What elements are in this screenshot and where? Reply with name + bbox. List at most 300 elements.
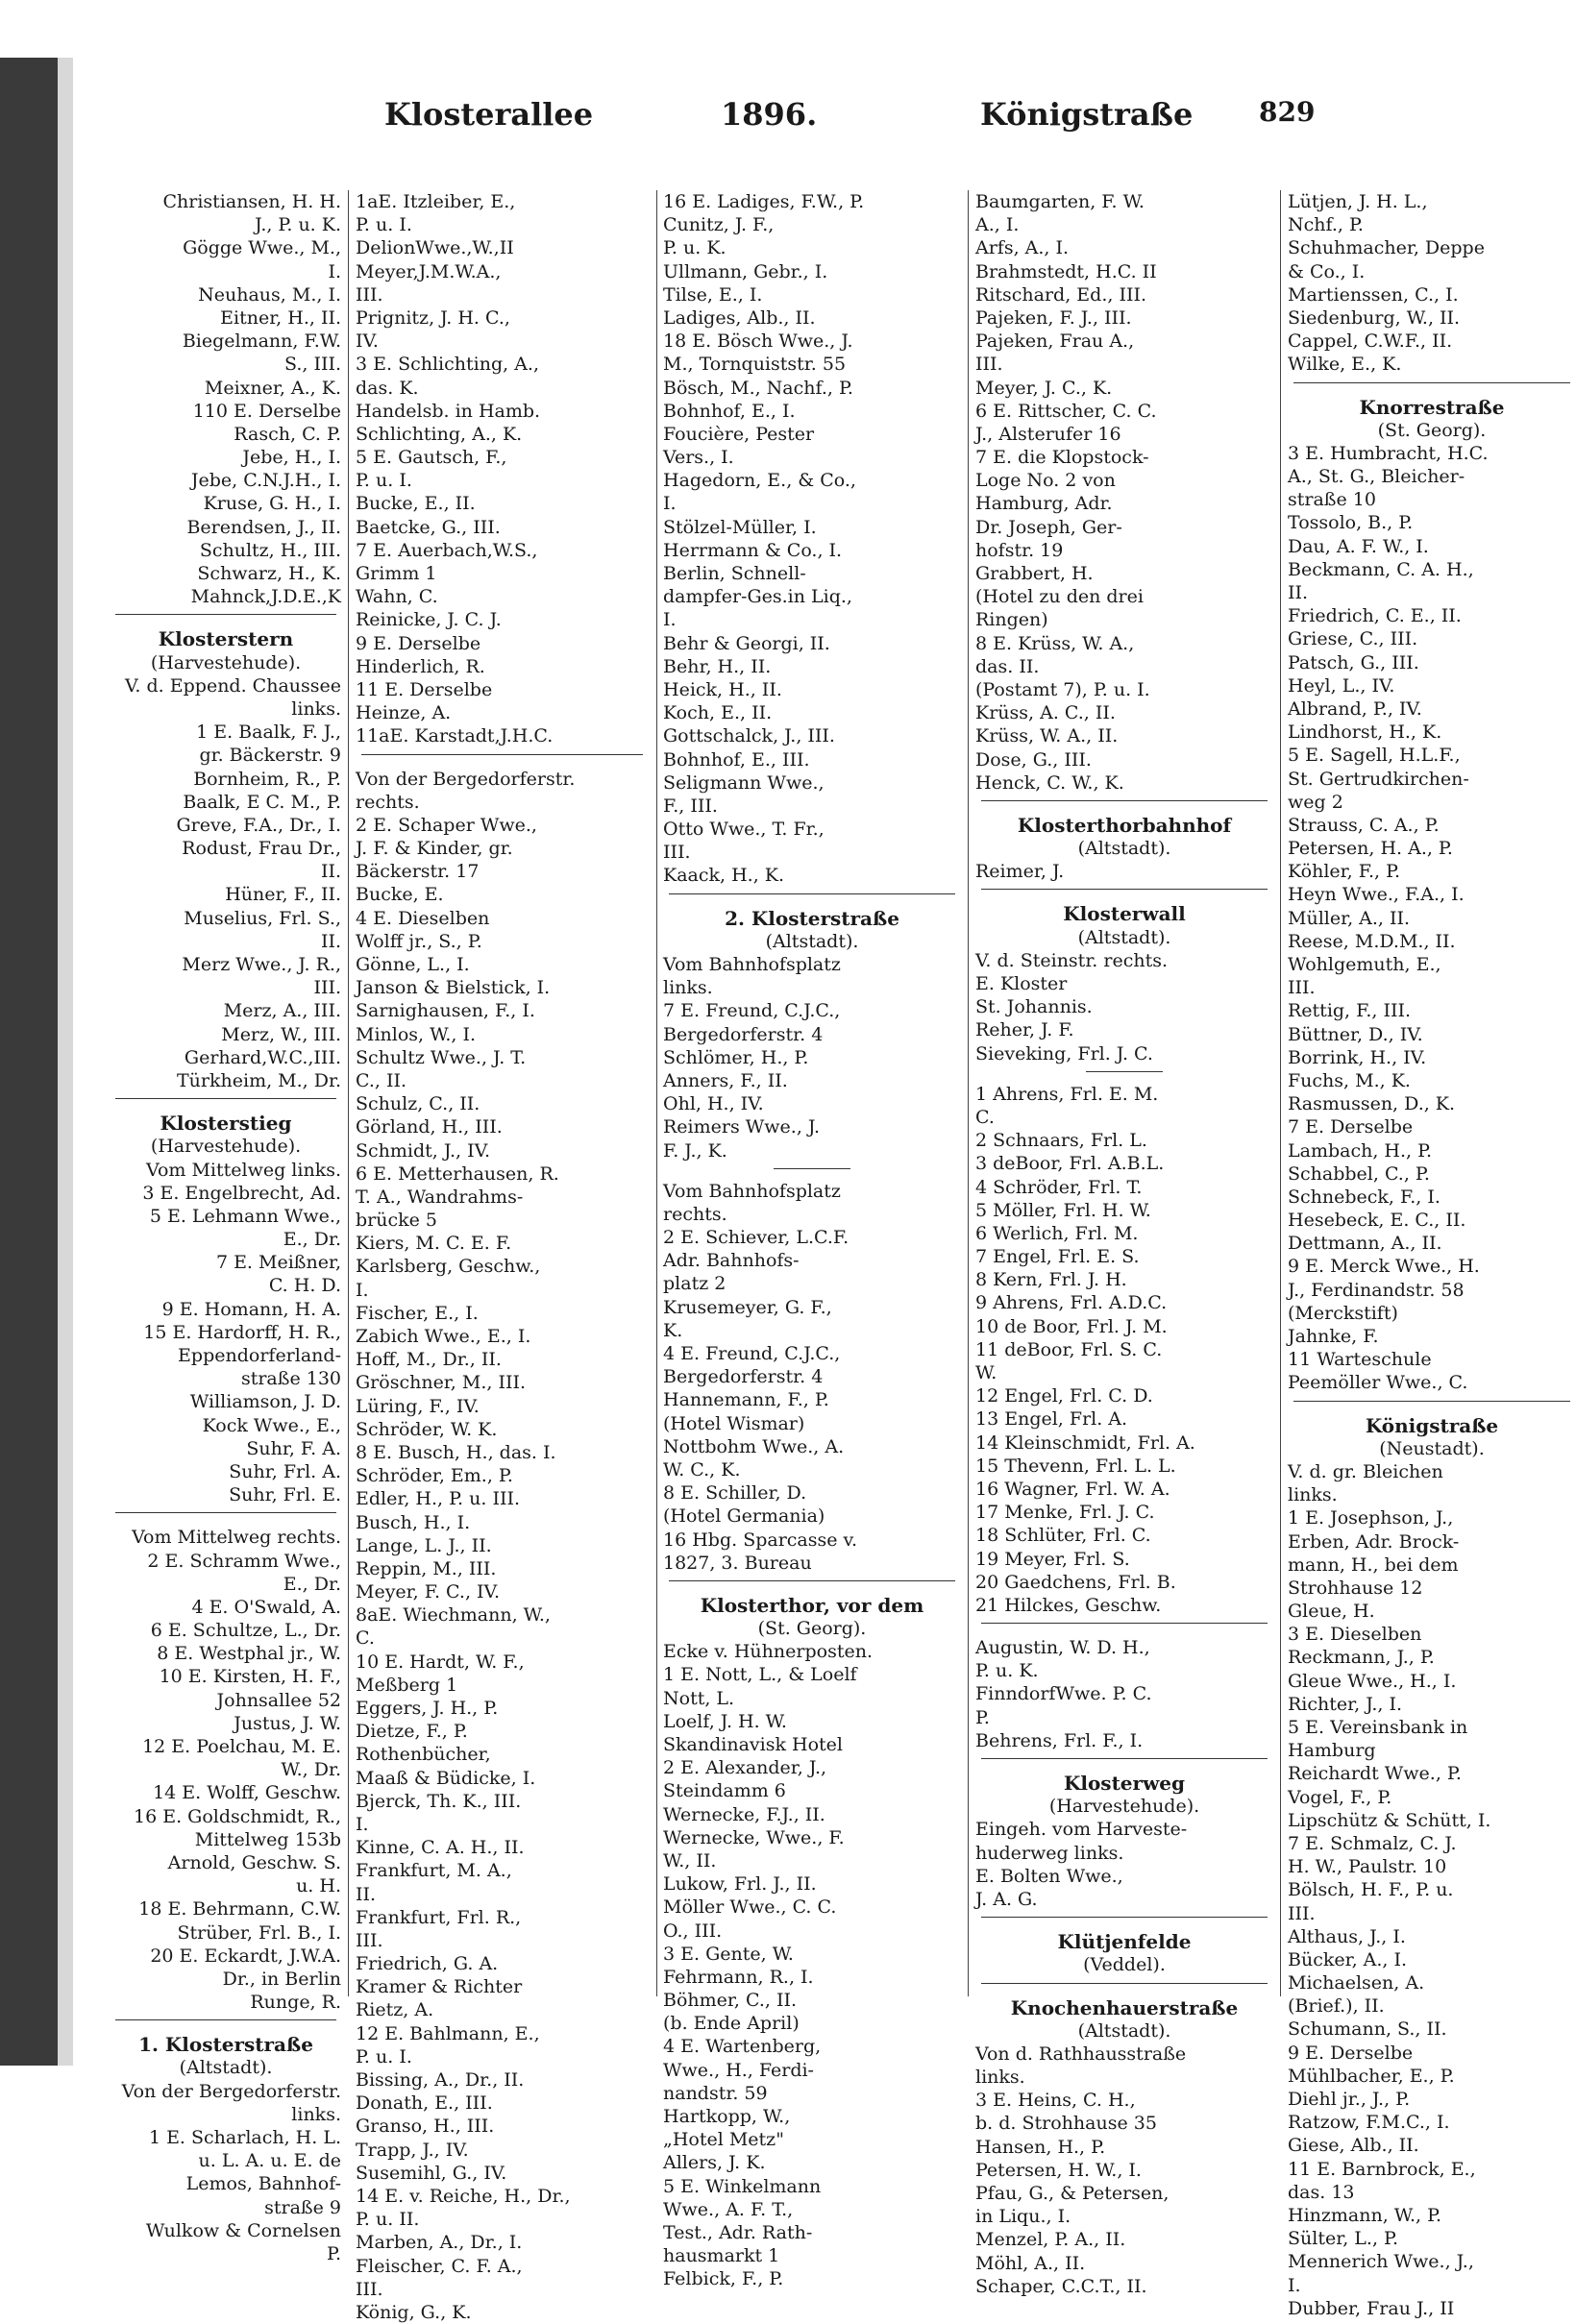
directory-entry: 11 E. Barnbrock, E.,: [1288, 2158, 1476, 2180]
directory-entry: Friedrich, G. A.: [356, 1953, 499, 1975]
directory-entry: (Postamt 7), P. u. I.: [975, 678, 1150, 700]
directory-entry: (Hotel Wismar): [663, 1412, 805, 1434]
directory-entry: Lemos, Bahnhof-: [185, 2173, 341, 2195]
directory-entry: P. u. II.: [356, 2209, 420, 2231]
column-5: [1288, 190, 1576, 2319]
street-heading: Knochenhauerstraße: [1010, 1995, 1239, 2019]
district-label: (Neustadt).: [1379, 1437, 1485, 1459]
directory-entry: Petersen, H. A., P.: [1288, 838, 1453, 860]
directory-entry: Böhmer, C., II.: [663, 1990, 798, 2012]
directory-entry: Wwe., H., Ferdi-: [663, 2059, 814, 2081]
directory-entry: 18 E. Behrmann, C.W.: [138, 1898, 341, 1920]
directory-entry: Mahnck,J.D.E.,K: [190, 586, 341, 608]
short-rule: [975, 1071, 1273, 1083]
directory-entry: Heinze, A.: [356, 702, 452, 724]
directory-entry: Brahmstedt, H.C. II: [975, 260, 1157, 282]
directory-entry: Kruse, G. H., I.: [203, 493, 341, 515]
street-heading: Königstraße: [1365, 1413, 1499, 1437]
page-number: 829: [1259, 96, 1316, 128]
directory-entry: Ringen): [975, 609, 1048, 631]
directory-entry: S., III.: [283, 354, 341, 376]
directory-entry: u. H.: [296, 1875, 341, 1897]
directory-entry: (b. Ende April): [663, 2013, 800, 2035]
directory-entry: Vom Mittelweg links.: [146, 1159, 341, 1181]
directory-entry: 7 E. Freund, C.J.C.,: [663, 1000, 841, 1022]
directory-entry: b. d. Strohhause 35: [975, 2113, 1157, 2135]
directory-entry: hausmarkt 1: [663, 2245, 780, 2267]
section-separator: [975, 1983, 1273, 1996]
directory-entry: Anners, F., II.: [663, 1069, 788, 1091]
directory-entry: Frankfurt, M. A.,: [356, 1860, 512, 1882]
directory-entry: 1 E. Josephson, J.,: [1288, 1507, 1454, 1529]
directory-entry: Susemihl, G., IV.: [356, 2162, 507, 2184]
directory-entry: Baetcke, G., III.: [356, 516, 501, 538]
directory-entry: 9 E. Merck Wwe., H.: [1288, 1256, 1480, 1278]
directory-entry: 16 E. Ladiges, F.W., P.: [663, 191, 865, 212]
binding-edge-light: [58, 58, 73, 2066]
directory-entry: I.: [356, 1813, 369, 1835]
directory-entry: das. K.: [356, 377, 419, 399]
directory-entry: Kock Wwe., E.,: [202, 1414, 341, 1436]
directory-entry: 16 Hbg. Sparcasse v.: [663, 1529, 858, 1551]
directory-entry: I.: [356, 1279, 369, 1301]
directory-entry: 3 E. Dieselben: [1288, 1624, 1422, 1646]
directory-entry: Giese, Alb., II.: [1288, 2135, 1419, 2157]
section-separator: [111, 1098, 341, 1112]
directory-entry: F. J., K.: [663, 1139, 727, 1162]
directory-entry: Bissing, A., Dr., II.: [356, 2069, 525, 2091]
directory-entry: das. 13: [1288, 2181, 1355, 2203]
directory-entry: Ritschard, Ed., III.: [975, 283, 1147, 306]
directory-entry: Prignitz, J. H. C.,: [356, 306, 510, 329]
directory-entry: Johnsallee 52: [216, 1689, 341, 1711]
directory-entry: Marben, A., Dr., I.: [356, 2232, 523, 2254]
directory-entry: Görland, H., III.: [356, 1116, 503, 1138]
directory-entry: Nott, L.: [663, 1687, 735, 1709]
directory-entry: 5 E. Lehmann Wwe.,: [149, 1205, 341, 1227]
directory-entry: Hartkopp, W.,: [663, 2106, 791, 2127]
directory-entry: (Hotel zu den drei: [975, 586, 1144, 608]
directory-entry: Bucke, E., II.: [356, 493, 476, 515]
directory-entry: Gleue, H.: [1288, 1601, 1375, 1623]
directory-entry: Gröschner, M., III.: [356, 1372, 527, 1394]
directory-entry: Bäckerstr. 17: [356, 861, 480, 883]
directory-entry: 1 E. Nott, L., & Loelf: [663, 1664, 857, 1686]
directory-entry: Heyn Wwe., F.A., I.: [1288, 884, 1465, 906]
street-heading: 1. Klosterstraße: [138, 2033, 313, 2057]
directory-entry: 2 E. Schaper Wwe.,: [356, 814, 537, 836]
directory-entry: 11 Warteschule: [1288, 1349, 1432, 1371]
directory-entry: Grimm 1: [356, 563, 437, 584]
directory-entry: 8 E. Westphal jr., W.: [157, 1643, 341, 1665]
directory-entry: IV.: [356, 330, 379, 353]
directory-entry: 14 E. Wolff, Geschw.: [153, 1782, 341, 1804]
directory-entry: Bohnhof, E., III.: [663, 748, 810, 771]
directory-entry: Bornheim, R., P.: [193, 768, 341, 790]
section-separator: [111, 614, 341, 627]
directory-entry: Strüber, Frl. B., I.: [177, 1921, 341, 1944]
directory-entry: Dau, A. F. W., I.: [1288, 535, 1429, 557]
section-separator: [1288, 1401, 1576, 1414]
directory-page: [106, 58, 1509, 2323]
directory-entry: Christiansen, H. H.: [162, 191, 341, 212]
directory-entry: 21 Hilckes, Geschw.: [975, 1594, 1162, 1616]
directory-entry: 12 E. Bahlmann, E.,: [356, 2022, 540, 2044]
directory-entry: links.: [975, 2067, 1025, 2089]
directory-entry: Schröder, Em., P.: [356, 1465, 513, 1487]
section-separator: [663, 893, 961, 907]
directory-entry: Gönne, L., I.: [356, 954, 470, 975]
directory-entry: Lange, L. J., II.: [356, 1534, 492, 1556]
directory-entry: Vom Mittelweg rechts.: [132, 1527, 341, 1549]
directory-entry: Pajeken, Frau A.,: [975, 330, 1135, 353]
directory-entry: Merz, W., III.: [221, 1023, 341, 1045]
directory-entry: 1aE. Itzleiber, E.,: [356, 191, 516, 212]
column-1: [111, 190, 341, 2264]
district-label: (Altstadt).: [179, 2057, 273, 2079]
directory-entry: Schaper, C.C.T., II.: [975, 2275, 1147, 2297]
directory-entry: Schnebeck, F., I.: [1288, 1186, 1441, 1208]
directory-entry: F., III.: [663, 795, 718, 817]
directory-entry: 3 E. Humbracht, H.C.: [1288, 442, 1489, 464]
directory-entry: P.: [975, 1706, 990, 1728]
directory-entry: Allers, J. K.: [663, 2152, 766, 2174]
directory-entry: Ladiges, Alb., II.: [663, 306, 816, 329]
directory-entry: Arfs, A., I.: [975, 237, 1070, 259]
directory-entry: Stölzel-Müller, I.: [663, 516, 817, 538]
directory-entry: Bergedorferstr. 4: [663, 1023, 824, 1045]
directory-entry: Arnold, Geschw. S.: [167, 1851, 341, 1873]
directory-entry: 9 E. Derselbe: [1288, 2042, 1414, 2064]
directory-entry: Reher, J. F.: [975, 1019, 1074, 1041]
directory-entry: huderweg links.: [975, 1842, 1124, 1864]
section-separator: [975, 889, 1273, 902]
directory-entry: straße 9: [264, 2196, 341, 2218]
directory-entry: P. u. K.: [975, 1660, 1039, 1682]
directory-entry: Althaus, J., I.: [1288, 1925, 1406, 1947]
directory-entry: Donath, E., III.: [356, 2092, 493, 2115]
directory-entry: 19 Meyer, Frl. S.: [975, 1548, 1130, 1570]
directory-entry: O., III.: [663, 1920, 723, 1942]
directory-entry: Richter, J., I.: [1288, 1693, 1403, 1715]
directory-entry: straße 130: [240, 1368, 341, 1390]
directory-entry: Bucke, E.: [356, 884, 444, 906]
directory-entry: 2 E. Schramm Wwe.,: [147, 1550, 341, 1572]
directory-entry: Reckmann, J., P.: [1288, 1647, 1435, 1669]
directory-entry: Sarnighausen, F., I.: [356, 1000, 535, 1022]
directory-entry: P. u. I.: [356, 2045, 412, 2067]
directory-entry: Bücker, A., I.: [1288, 1948, 1408, 1970]
short-rule: [663, 1168, 961, 1180]
directory-entry: Frankfurt, Frl. R.,: [356, 1906, 522, 1928]
street-heading: Klosterwall: [1063, 902, 1186, 926]
directory-entry: Loelf, J. H. W.: [663, 1710, 787, 1732]
directory-entry: Bölsch, H. F., P. u.: [1288, 1879, 1454, 1901]
directory-entry: 1 Ahrens, Frl. E. M.: [975, 1083, 1159, 1105]
directory-entry: Beckmann, C. A. H.,: [1288, 558, 1474, 580]
directory-entry: 15 E. Hardorff, H. R.,: [143, 1321, 341, 1343]
directory-entry: in Liqu., I.: [975, 2206, 1071, 2228]
directory-entry: 7 E. Derselbe: [1288, 1116, 1414, 1138]
street-heading: Knorrestraße: [1359, 395, 1505, 419]
directory-entry: H. W., Paulstr. 10: [1288, 1856, 1447, 1878]
directory-entry: I.: [328, 260, 341, 282]
directory-entry: Erben, Adr. Brock-: [1288, 1530, 1460, 1553]
directory-entry: Heyl, L., IV.: [1288, 674, 1395, 697]
header-year: 1896.: [721, 96, 818, 133]
directory-entry: Büttner, D., IV.: [1288, 1023, 1423, 1045]
directory-entry: Petersen, H. W., I.: [975, 2159, 1142, 2181]
directory-entry: Cappel, C.W.F., II.: [1288, 330, 1453, 353]
directory-entry: I.: [1288, 2274, 1301, 2296]
directory-entry: A., I.: [975, 214, 1020, 236]
directory-entry: 6 E. Metterhausen, R.: [356, 1162, 559, 1185]
directory-entry: V. d. Steinstr. rechts.: [975, 949, 1169, 971]
directory-entry: Schröder, W. K.: [356, 1418, 498, 1440]
directory-entry: Von der Bergedorferstr.: [121, 2080, 341, 2102]
directory-entry: links.: [663, 977, 713, 999]
directory-entry: Zabich Wwe., E., I.: [356, 1326, 531, 1347]
directory-entry: 11 E. Derselbe: [356, 678, 493, 700]
directory-entry: Krusemeyer, G. F.,: [663, 1296, 832, 1318]
directory-entry: 4 E. Dieselben: [356, 907, 490, 929]
directory-entry: 7 Engel, Frl. E. S.: [975, 1246, 1140, 1268]
directory-entry: Rasch, C. P.: [234, 423, 341, 445]
directory-entry: 8 E. Krüss, W. A.,: [975, 632, 1135, 654]
directory-entry: (Hotel Germania): [663, 1505, 825, 1528]
directory-entry: DelionWwe.,W.,II: [356, 237, 514, 259]
directory-entry: C. H. D.: [268, 1275, 341, 1297]
directory-entry: Dose, G., III.: [975, 748, 1092, 771]
section-separator: [111, 1512, 341, 1526]
directory-entry: E. Kloster: [975, 973, 1068, 994]
directory-entry: Test., Adr. Rath-: [663, 2221, 813, 2243]
directory-entry: St. Johannis.: [975, 996, 1093, 1018]
directory-entry: dampfer-Ges.in Liq.,: [663, 586, 852, 608]
directory-entry: 3 E. Engelbrecht, Ad.: [142, 1182, 341, 1204]
directory-entry: Rodust, Frau Dr.,: [182, 838, 341, 860]
directory-entry: Möller Wwe., C. C.: [663, 1896, 837, 1919]
directory-entry: 20 E. Eckardt, J.W.A.: [150, 1945, 341, 1967]
column-4: [975, 190, 1273, 2297]
directory-entry: 6 E. Rittscher, C. C.: [975, 400, 1157, 422]
directory-entry: Dr. Joseph, Ger-: [975, 516, 1122, 538]
directory-entry: W., II.: [663, 1849, 717, 1871]
directory-entry: Nottbohm Wwe., A.: [663, 1435, 845, 1457]
directory-entry: 10 E. Kirsten, H. F.,: [159, 1666, 341, 1688]
section-separator: [975, 1623, 1273, 1636]
district-label: (Altstadt).: [765, 930, 859, 952]
district-label: (Altstadt).: [1077, 2019, 1171, 2042]
directory-entry: W. C., K.: [663, 1458, 741, 1480]
directory-entry: platz 2: [663, 1273, 726, 1295]
directory-entry: 4 E. Freund, C.J.C.,: [663, 1343, 841, 1364]
column-2: [356, 190, 649, 2323]
directory-entry: Fleischer, C. F. A.,: [356, 2255, 523, 2277]
directory-entry: Wolff jr., S., P.: [356, 930, 482, 952]
directory-entry: Borrink, H., IV.: [1288, 1046, 1427, 1068]
directory-entry: Schuhmacher, Deppe: [1288, 237, 1485, 259]
directory-entry: Strauss, C. A., P.: [1288, 814, 1440, 836]
column-divider: [348, 190, 349, 1996]
directory-entry: Vom Bahnhofsplatz: [663, 954, 841, 975]
street-heading: Klosterweg: [1063, 1772, 1185, 1795]
directory-entry: 3 E. Heins, C. H.,: [975, 2090, 1136, 2112]
directory-entry: Muselius, Frl. S.,: [184, 907, 341, 929]
directory-entry: 3 E. Gente, W.: [663, 1943, 794, 1965]
directory-entry: 1827, 3. Bureau: [663, 1552, 812, 1574]
directory-entry: C.: [975, 1106, 995, 1128]
directory-entry: Merz Wwe., J. R.,: [182, 954, 341, 975]
directory-entry: Handelsb. in Hamb.: [356, 400, 541, 422]
directory-entry: Janson & Bielstick, I.: [356, 977, 551, 999]
district-label: (Altstadt).: [1077, 838, 1171, 860]
directory-entry: rechts.: [663, 1203, 727, 1225]
directory-entry: Hamburg: [1288, 1740, 1376, 1762]
directory-entry: Schabbel, C., P.: [1288, 1162, 1430, 1185]
district-label: (St. Georg).: [1377, 419, 1487, 441]
directory-entry: 20 Gaedchens, Frl. B.: [975, 1571, 1176, 1593]
directory-entry: 5 E. Vereinsbank in: [1288, 1717, 1468, 1738]
street-heading: Klosterstieg: [160, 1112, 292, 1136]
directory-entry: V. d. gr. Bleichen: [1288, 1460, 1443, 1482]
directory-entry: Pajeken, F. J., III.: [975, 306, 1132, 329]
directory-entry: Vers., I.: [663, 447, 734, 469]
directory-entry: 15 Thevenn, Frl. L. L.: [975, 1455, 1176, 1477]
directory-entry: Williamson, J. D.: [189, 1391, 341, 1413]
directory-entry: Gerhard,W.C.,III.: [184, 1046, 341, 1068]
directory-entry: III.: [356, 2278, 383, 2300]
directory-entry: Justus, J. W.: [234, 1712, 341, 1734]
directory-entry: 8 E. Schiller, D.: [663, 1482, 807, 1504]
directory-entry: Eitner, H., II.: [220, 306, 341, 329]
directory-entry: M., Tornquiststr. 55: [663, 354, 847, 376]
directory-entry: Lüring, F., IV.: [356, 1395, 480, 1417]
header-right-street: Königstraße: [980, 96, 1194, 133]
directory-entry: Rettig, F., III.: [1288, 1000, 1412, 1022]
directory-entry: Minlos, W., I.: [356, 1023, 476, 1045]
directory-entry: Karlsberg, Geschw.,: [356, 1256, 541, 1278]
district-label: (Altstadt).: [1077, 926, 1171, 948]
directory-entry: Meixner, A., K.: [204, 377, 341, 399]
directory-entry: Gögge Wwe., M.,: [183, 237, 341, 259]
directory-entry: 1 E. Baalk, F. J.,: [196, 722, 341, 744]
directory-entry: K.: [663, 1319, 683, 1341]
directory-entry: E. Bolten Wwe.,: [975, 1865, 1123, 1887]
directory-entry: 4 E. O'Swald, A.: [191, 1596, 341, 1618]
directory-entry: Dettmann, A., II.: [1288, 1233, 1442, 1255]
directory-entry: links.: [291, 697, 341, 720]
directory-entry: links.: [291, 2103, 341, 2125]
directory-entry: weg 2: [1288, 791, 1343, 813]
directory-entry: Hannemann, F., P.: [663, 1389, 829, 1411]
directory-entry: Schumann, S., II.: [1288, 2018, 1447, 2041]
directory-entry: II.: [356, 1883, 377, 1905]
directory-entry: Reichardt Wwe., P.: [1288, 1763, 1462, 1785]
street-heading: Klütjenfelde: [1057, 1930, 1192, 1954]
directory-entry: II.: [320, 930, 341, 952]
directory-entry: Wernecke, Wwe., F.: [663, 1826, 845, 1848]
directory-entry: Bohnhof, E., I.: [663, 400, 796, 422]
section-separator: [975, 1758, 1273, 1772]
directory-entry: 9 Ahrens, Frl. A.D.C.: [975, 1292, 1168, 1314]
directory-entry: Friedrich, C. E., II.: [1288, 605, 1462, 627]
directory-entry: Müller, A., II.: [1288, 907, 1411, 929]
directory-entry: Hansen, H., P.: [975, 2136, 1106, 2158]
directory-entry: FinndorfWwe. P. C.: [975, 1683, 1152, 1705]
directory-entry: 10 E. Hardt, W. F.,: [356, 1651, 525, 1673]
directory-entry: P. u. I.: [356, 214, 412, 236]
directory-entry: Dr., in Berlin: [222, 1968, 341, 1990]
directory-entry: Berendsen, J., II.: [186, 516, 341, 538]
directory-entry: I.: [663, 609, 677, 631]
directory-entry: Suhr, Frl. A.: [229, 1460, 341, 1482]
directory-entry: J., P. u. K.: [255, 214, 341, 236]
directory-entry: 17 Menke, Frl. J. C.: [975, 1502, 1155, 1524]
directory-entry: Schlichting, A., K.: [356, 423, 523, 445]
directory-entry: Strohhause 12: [1288, 1577, 1423, 1599]
directory-entry: Gottschalck, J., III.: [663, 725, 835, 747]
directory-entry: Meßberg 1: [356, 1674, 458, 1696]
directory-entry: 5 E. Sagell, H.L.F.,: [1288, 745, 1461, 767]
directory-entry: Lambach, H., P.: [1288, 1139, 1433, 1162]
section-separator: [975, 800, 1273, 814]
directory-entry: 6 Werlich, Frl. M.: [975, 1222, 1139, 1244]
directory-entry: 7 E. Meißner,: [215, 1252, 341, 1274]
directory-entry: Peemöller Wwe., C.: [1288, 1372, 1468, 1394]
directory-entry: Dietze, F., P.: [356, 1721, 468, 1743]
directory-entry: Reinicke, J. C. J.: [356, 609, 502, 631]
directory-entry: Lipschütz & Schütt, I.: [1288, 1809, 1491, 1831]
directory-entry: Siedenburg, W., II.: [1288, 306, 1461, 329]
directory-entry: T. A., Wandrahms-: [356, 1186, 524, 1208]
directory-entry: I.: [663, 493, 677, 515]
directory-entry: Adr. Bahnhofs-: [663, 1250, 800, 1272]
street-heading: 2. Klosterstraße: [725, 906, 899, 930]
directory-entry: J. A. G.: [975, 1888, 1038, 1910]
directory-entry: Eggers, J. H., P.: [356, 1698, 499, 1719]
directory-entry: Jebe, H., I.: [242, 447, 341, 469]
directory-entry: Hagedorn, E., & Co.,: [663, 470, 856, 492]
directory-entry: III.: [356, 283, 383, 306]
directory-entry: Diehl jr., J., P.: [1288, 2089, 1411, 2110]
directory-entry: Vom Bahnhofsplatz: [663, 1180, 841, 1202]
directory-entry: mann, H., bei dem: [1288, 1553, 1459, 1576]
directory-entry: Wahn, C.: [356, 586, 438, 608]
directory-entry: Felbick, F., P.: [663, 2268, 784, 2290]
directory-entry: Biegelmann, F.W.: [182, 330, 341, 353]
directory-entry: Kinne, C. A. H., II.: [356, 1837, 525, 1859]
directory-entry: 13 Engel, Frl. A.: [975, 1408, 1128, 1431]
directory-entry: Von d. Rathhausstraße: [975, 2043, 1187, 2065]
directory-entry: 9 E. Homann, H. A.: [161, 1298, 341, 1320]
directory-entry: Fehrmann, R., I.: [663, 1966, 814, 1988]
directory-entry: 5 E. Winkelmann: [663, 2175, 822, 2197]
directory-entry: Schlömer, H., P.: [663, 1046, 809, 1068]
directory-entry: Ohl, H., IV.: [663, 1093, 764, 1115]
directory-entry: 11 deBoor, Frl. S. C.: [975, 1338, 1163, 1360]
directory-entry: 16 E. Goldschmidt, R.,: [133, 1805, 341, 1827]
directory-entry: Mennerich Wwe., J.,: [1288, 2251, 1474, 2273]
directory-entry: Grabbert, H.: [975, 563, 1094, 584]
directory-entry: St. Gertrudkirchen-: [1288, 768, 1469, 790]
directory-entry: (Merckstift): [1288, 1302, 1398, 1324]
directory-entry: Menzel, P. A., II.: [975, 2229, 1126, 2251]
directory-entry: Henck, C. W., K.: [975, 771, 1124, 794]
directory-entry: Mühlbacher, E., P.: [1288, 2065, 1455, 2087]
directory-entry: 3 deBoor, Frl. A.B.L.: [975, 1153, 1165, 1175]
directory-entry: Herrmann & Co., I.: [663, 539, 843, 561]
